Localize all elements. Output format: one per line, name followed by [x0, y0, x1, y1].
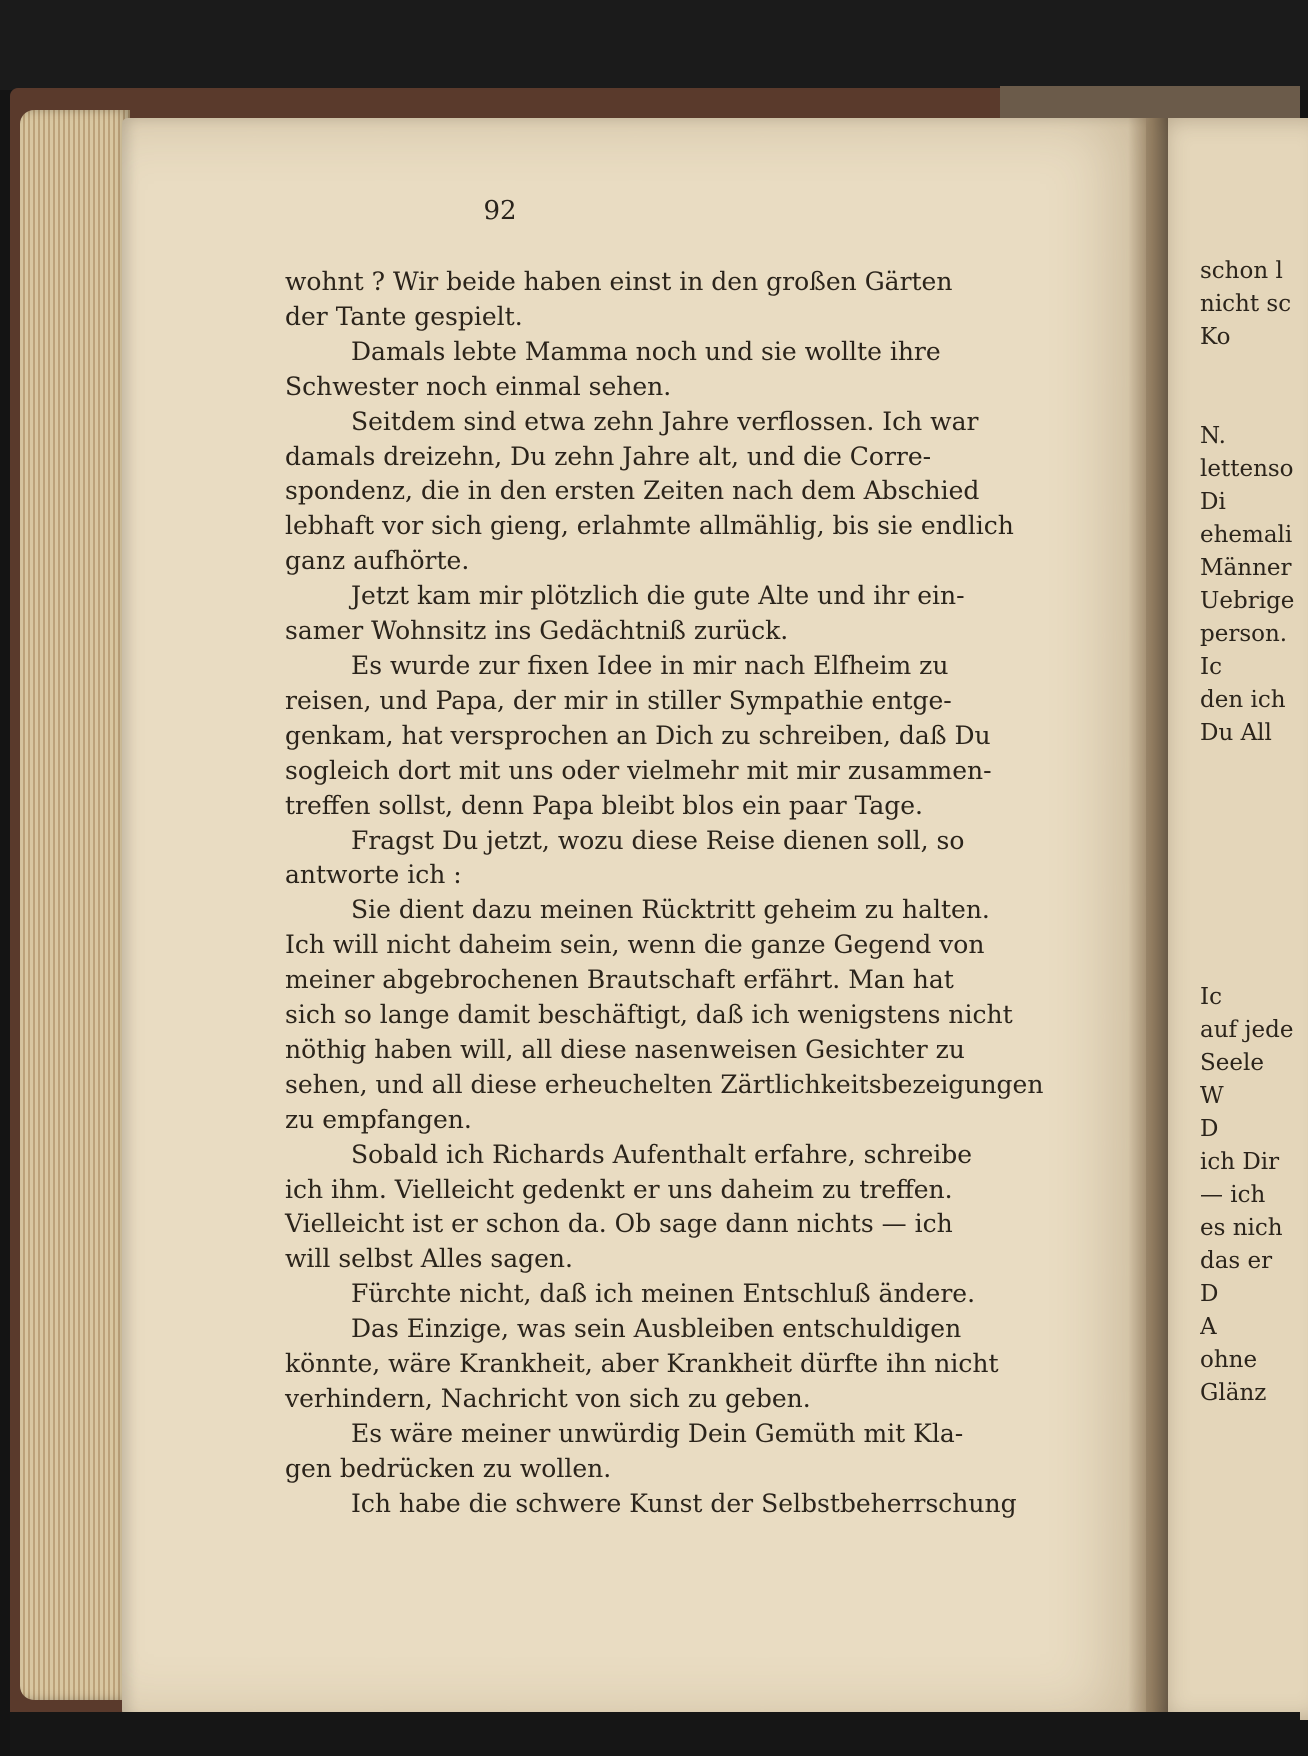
text-line: Ich habe die schwere Kunst der Selbstbeherrschung	[351, 1488, 1017, 1518]
text-line: reisen, und Papa, der mir in stiller Sympathie entge-	[285, 685, 952, 715]
fragment-line: ohne	[1200, 1347, 1258, 1373]
fragment-line: ich Dir	[1200, 1149, 1280, 1175]
fragment-line: schon l	[1200, 258, 1283, 284]
text-line: Es wäre meiner unwürdig Dein Gemüth mit Kla-	[351, 1418, 964, 1448]
fragment-line: Seele	[1200, 1050, 1264, 1076]
text-line: spondenz, die in den ersten Zeiten nach dem Abschied	[285, 476, 980, 506]
text-line: ganz aufhörte.	[285, 546, 470, 576]
fragment-line: das er	[1200, 1248, 1273, 1274]
page-edges	[20, 110, 130, 1700]
text-line: sich so lange damit beschäftigt, daß ich wenigstens nicht	[285, 1000, 1013, 1030]
text-line: Damals lebte Mamma noch und sie wollte ihre	[351, 336, 941, 366]
text-line: sehen, und all diese erheuchelten Zärtlichkeitsbezeigungen	[285, 1069, 1044, 1099]
right-page-text	[1200, 255, 1308, 1410]
text-line: Seitdem sind etwa zehn Jahre verflossen. Ich war	[351, 406, 979, 436]
fragment-line: D	[1200, 1281, 1219, 1307]
text-line: verhindern, Nachricht von sich zu geben.	[285, 1384, 811, 1413]
text-line: ich ihm. Vielleicht gedenkt er uns daheim zu treffen.	[285, 1174, 953, 1204]
fragment-line: Du All	[1200, 720, 1272, 746]
fragment-line	[1200, 354, 1308, 387]
fragment-line	[1200, 948, 1308, 981]
bottom-shadow	[10, 1712, 1300, 1756]
text-line: Jetzt kam mir plötzlich die gute Alte und ihr ein-	[351, 581, 965, 611]
text-line: Fürchte nicht, daß ich meinen Entschluß ändere.	[351, 1279, 976, 1309]
fragment-line: Ic	[1200, 984, 1222, 1010]
fragment-line	[1200, 882, 1308, 915]
text-line: sogleich dort mit uns oder vielmehr mit mir zusammen-	[285, 755, 992, 785]
text-line: samer Wohnsitz ins Gedächtniß zurück.	[285, 616, 789, 646]
fragment-line: D	[1200, 1116, 1219, 1142]
text-line: treffen sollst, denn Papa bleibt blos ein paar Tage.	[285, 790, 923, 820]
text-line: antworte ich :	[285, 860, 462, 890]
text-line: lebhaft vor sich gieng, erlahmte allmählig, bis sie endlich	[285, 511, 1014, 541]
fragment-line	[1200, 816, 1308, 849]
text-line: Vielleicht ist er schon da. Ob sage dann nichts — ich	[285, 1209, 953, 1239]
text-line: genkam, hat versprochen an Dich zu schreiben, daß Du	[285, 720, 991, 750]
text-line: Das Einzige, was sein Ausbleiben entschuldigen	[351, 1314, 962, 1344]
fragment-line: Ic	[1200, 654, 1222, 680]
fragment-line: W	[1200, 1083, 1224, 1109]
fragment-line: auf jede	[1200, 1017, 1294, 1043]
fragment-line: es nich	[1200, 1215, 1283, 1241]
fragment-line: lettenso	[1200, 456, 1294, 482]
fragment-line	[1200, 783, 1308, 816]
text-line: damals dreizehn, Du zehn Jahre alt, und die Corre-	[285, 441, 932, 471]
fragment-line: — ich	[1200, 1182, 1266, 1208]
fragment-line: Uebrige	[1200, 588, 1295, 614]
book-gutter	[1128, 118, 1168, 1720]
fragment-line: Glänz	[1200, 1380, 1267, 1406]
background	[0, 0, 1308, 90]
fragment-line: Di	[1200, 489, 1226, 515]
fragment-line: ehemali	[1200, 522, 1293, 548]
text-line: wohnt ? Wir beide haben einst in den großen Gärten	[285, 267, 953, 296]
fragment-line: Ko	[1200, 324, 1231, 350]
fragment-line	[1200, 387, 1308, 420]
text-line: meiner abgebrochenen Brautschaft erfährt. Man hat	[285, 965, 954, 995]
text-line: gen bedrücken zu wollen.	[285, 1453, 612, 1483]
text-line: Fragst Du jetzt, wozu diese Reise dienen soll, so	[351, 825, 965, 855]
fragment-line	[1200, 750, 1308, 783]
text-line: nöthig haben will, all diese nasenweisen Gesichter zu	[285, 1034, 965, 1064]
fragment-line	[1200, 915, 1308, 948]
fragment-line: nicht sc	[1200, 291, 1292, 317]
fragment-line: A	[1200, 1314, 1217, 1340]
text-line: der Tante gespielt.	[285, 301, 523, 331]
left-page-text	[285, 265, 1115, 1522]
text-line: Sie dient dazu meinen Rücktritt geheim zu halten.	[351, 895, 990, 925]
fragment-line: person.	[1200, 621, 1288, 647]
fragment-line: Männer	[1200, 555, 1292, 581]
text-line: Es wurde zur fixen Idee in mir nach Elfheim zu	[351, 650, 949, 680]
text-line: könnte, wäre Krankheit, aber Krankheit dürfte ihn nicht	[285, 1349, 999, 1379]
page-number: 92	[483, 196, 517, 226]
fragment-line	[1200, 849, 1308, 882]
text-line: zu empfangen.	[285, 1104, 472, 1134]
text-line: Schwester noch einmal sehen.	[285, 371, 672, 401]
fragment-line: N.	[1200, 423, 1226, 449]
fragment-line: den ich	[1200, 687, 1286, 713]
text-line: will selbst Alles sagen.	[285, 1244, 573, 1274]
text-line: Ich will nicht daheim sein, wenn die ganze Gegend von	[285, 930, 985, 960]
text-line: Sobald ich Richards Aufenthalt erfahre, schreibe	[351, 1139, 973, 1169]
